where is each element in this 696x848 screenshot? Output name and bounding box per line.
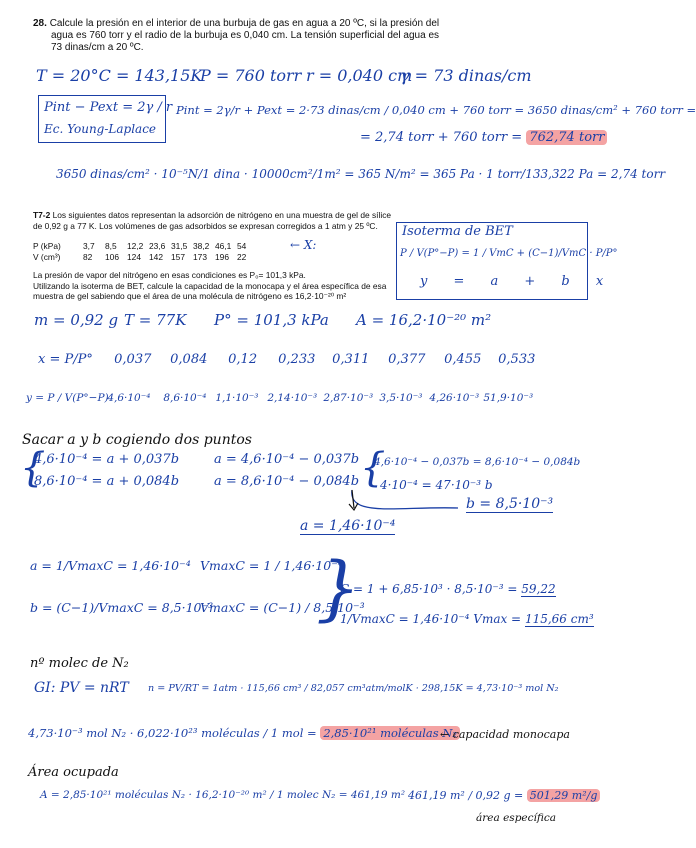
- area-calculation: A = 2,85·10²¹ moléculas N₂ · 16,2·10⁻²⁰ m² / 1 molec N₂ = 461,19 m²: [40, 789, 406, 801]
- y-value: 4,6·10⁻⁴: [107, 392, 151, 404]
- specific-area-note: área específica: [476, 812, 557, 824]
- x-value: 0,12: [228, 352, 258, 367]
- problem-t72-text-2: [33, 270, 393, 302]
- area-heading: Área ocupada: [28, 765, 119, 780]
- young-laplace-equation: Pint − Pext = 2γ / r: [44, 100, 173, 115]
- problem-28-text: [33, 18, 453, 54]
- table-cell: 106: [105, 251, 119, 262]
- table-cell: 3,7: [83, 241, 95, 251]
- vmaxc-from-a: VmaxC = 1 / 1,46·10⁻⁴: [200, 558, 343, 573]
- b-result-value: b = 8,5·10⁻³: [466, 496, 554, 512]
- x-value: 0,533: [498, 352, 536, 367]
- x-value: 0,377: [388, 352, 426, 367]
- elimination-1: 4,6·10⁻⁴ − 0,037b = 8,6·10⁻⁴ − 0,084b: [374, 456, 581, 468]
- bet-title: Isoterma de BET: [402, 224, 513, 239]
- pint-result-prefix: = 2,74 torr + 760 torr =: [360, 130, 523, 145]
- x-value: 0,084: [170, 352, 208, 367]
- b-equation: b = (C−1)/VmaxC = 8,5·10⁻³: [30, 600, 214, 615]
- table-cell: 22: [237, 251, 247, 262]
- results-brace: }: [316, 547, 361, 629]
- a-result-value: a = 1,46·10⁻⁴: [300, 518, 396, 534]
- c-calc-text: C = 1 + 6,85·10³ · 8,5·10⁻³ =: [340, 582, 518, 596]
- y-value: 1,1·10⁻³: [215, 392, 259, 404]
- y-label: y = P / V(P°−P): [26, 392, 109, 404]
- y-value: 2,14·10⁻³: [267, 392, 318, 404]
- vmax-calculation: [340, 612, 594, 626]
- given-vapor-pressure: P° = 101,3 kPa: [214, 311, 329, 329]
- x-marker: ← X:: [290, 238, 317, 252]
- x-label: x = P/P°: [38, 352, 93, 367]
- heading-a-b: Sacar a y b cogiendo dos puntos: [22, 432, 252, 448]
- given-temperature: T = 20°C = 143,15K: [36, 66, 203, 85]
- problem-line: La presión de vapor del nitrógeno en esas condiciones es P₀= 101,3 kPa.: [33, 270, 306, 280]
- table-cell: 8,5: [105, 241, 117, 251]
- y-value: 51,9·10⁻³: [483, 392, 534, 404]
- y-value: 8,6·10⁻⁴: [163, 392, 207, 404]
- y-row: [26, 392, 533, 404]
- problem-t72-text: [33, 210, 393, 231]
- table-cell: 196: [215, 251, 229, 262]
- given-temperature-2: T = 77K: [124, 311, 187, 329]
- given-radius: r = 0,040 cm: [306, 66, 413, 85]
- table-cell: 12,2: [127, 241, 144, 251]
- problem-line: Los siguientes datos representan la adsorción de nitrógeno en una muestra de gel de sílice: [52, 210, 392, 220]
- table-cell: 31,5: [171, 241, 188, 251]
- table-cell: 157: [171, 251, 185, 262]
- bet-mapping: y = a + b x: [420, 274, 604, 289]
- row-label: P (kPa): [33, 241, 61, 251]
- monolayer-note: ← capacidad monocapa: [440, 728, 570, 741]
- data-table: [33, 241, 259, 262]
- pint-result-line: [360, 130, 607, 145]
- problem-line: de 0,92 g a 77 K. Los volúmenes de gas adsorbidos se expresan corregidos a 1 atm y 25 ºC.: [33, 220, 378, 231]
- x-value: 0,233: [278, 352, 316, 367]
- table-cell: 124: [127, 251, 141, 262]
- y-value: 4,26·10⁻³: [429, 392, 480, 404]
- b-result: [466, 496, 553, 512]
- c-value: 59,22: [521, 582, 556, 596]
- solve-a-2: a = 8,6·10⁻⁴ − 0,084b: [214, 474, 360, 489]
- molecules-calc-text: 4,73·10⁻³ mol N₂ · 6,022·10²³ moléculas / 1 mol =: [28, 726, 317, 740]
- table-cell: 54: [237, 241, 247, 251]
- given-mass: m = 0,92 g: [34, 311, 119, 329]
- table-cell: 82: [83, 251, 93, 262]
- problem-line: muestra de gel sabiendo que el área de una molécula de nitrógeno es 16,2·10⁻²⁰ m²: [33, 291, 347, 301]
- problem-label: T7-2: [33, 210, 51, 220]
- molecules-result: 2,85·10²¹ moléculas N₂: [320, 726, 460, 740]
- molecules-heading: nº molec de N₂: [30, 656, 129, 671]
- problem-line: Utilizando la isoterma de BET, calcule la capacidad de la monocapa y el área específica de esa: [33, 280, 387, 291]
- given-surface-tension: γ = 73 dinas/cm: [400, 66, 532, 85]
- problem-line: Calcule la presión en el interior de una burbuja de gas en agua a 20 ºC, si la presión del: [49, 18, 440, 29]
- molecules-calculation: [28, 726, 460, 740]
- elimination-brace: {: [360, 445, 386, 491]
- young-laplace-label: Ec. Young-Laplace: [44, 122, 157, 136]
- problem-number: 28.: [33, 18, 47, 29]
- bet-equation: P / V(P°−P) = 1 / VmC + (C−1)/VmC · P/P°: [400, 248, 618, 259]
- vmaxc-from-b: VmaxC = (C−1) / 8,5·10⁻³: [200, 600, 365, 615]
- a-equation: a = 1/VmaxC = 1,46·10⁻⁴: [30, 558, 191, 573]
- system-eq-2: 8,6·10⁻⁴ = a + 0,084b: [34, 474, 180, 489]
- pint-result: 762,74 torr: [526, 130, 607, 145]
- ideal-gas-law: GI: PV = nRT: [34, 680, 129, 696]
- x-row: [38, 352, 535, 367]
- y-value: 3,5·10⁻³: [379, 392, 423, 404]
- y-value: 2,87·10⁻³: [323, 392, 374, 404]
- given-pressure: P = 760 torr: [200, 66, 302, 85]
- specific-area-result: 501,29 m²/g: [527, 789, 601, 802]
- moles-calculation: n = PV/RT = 1atm · 115,66 cm³ / 82,057 cm³atm/molK · 298,15K = 4,73·10⁻³ mol N₂: [148, 683, 559, 694]
- system-eq-1: 4,6·10⁻⁴ = a + 0,037b: [34, 452, 180, 467]
- vmax-calc-text: 1/VmaxC = 1,46·10⁻⁴ Vmax =: [340, 612, 522, 626]
- specific-area-calculation: [408, 789, 600, 802]
- table-cell: 46,1: [215, 241, 232, 251]
- given-area: A = 16,2·10⁻²⁰ m²: [356, 311, 492, 329]
- pint-formula: Pint = 2γ/r + Pext = 2·73 dinas/cm / 0,040 cm + 760 torr = 3650 dinas/cm² + 760 torr =: [176, 103, 696, 117]
- row-label: V (cm³): [33, 251, 61, 262]
- solve-a-1: a = 4,6·10⁻⁴ − 0,037b: [214, 452, 360, 467]
- table-row-volume: [33, 252, 259, 263]
- table-cell: 142: [149, 251, 163, 262]
- x-value: 0,455: [444, 352, 482, 367]
- table-cell: 38,2: [193, 241, 210, 251]
- unit-conversion: 3650 dinas/cm² · 10⁻⁵N/1 dina · 10000cm²/1m² = 365 N/m² = 365 Pa · 1 torr/133,322 Pa = 2,74 torr: [56, 167, 666, 181]
- elimination-2: 4·10⁻⁴ = 47·10⁻³ b: [380, 478, 493, 492]
- problem-line: 73 dinas/cm a 20 ºC.: [51, 42, 144, 53]
- table-cell: 173: [193, 251, 207, 262]
- x-value: 0,037: [114, 352, 152, 367]
- a-result: [300, 518, 395, 534]
- c-calculation: [340, 582, 556, 596]
- problem-line: agua es 760 torr y el radio de la burbuja es 0,040 cm. La tensión superficial del agua es: [51, 30, 440, 41]
- specific-calc-text: 461,19 m² / 0,92 g =: [408, 789, 524, 802]
- system-brace: {: [20, 445, 46, 491]
- vmax-value: 115,66 cm³: [524, 612, 594, 626]
- table-cell: 23,6: [149, 241, 166, 251]
- x-value: 0,311: [332, 352, 370, 367]
- table-row-pressure: [33, 241, 259, 252]
